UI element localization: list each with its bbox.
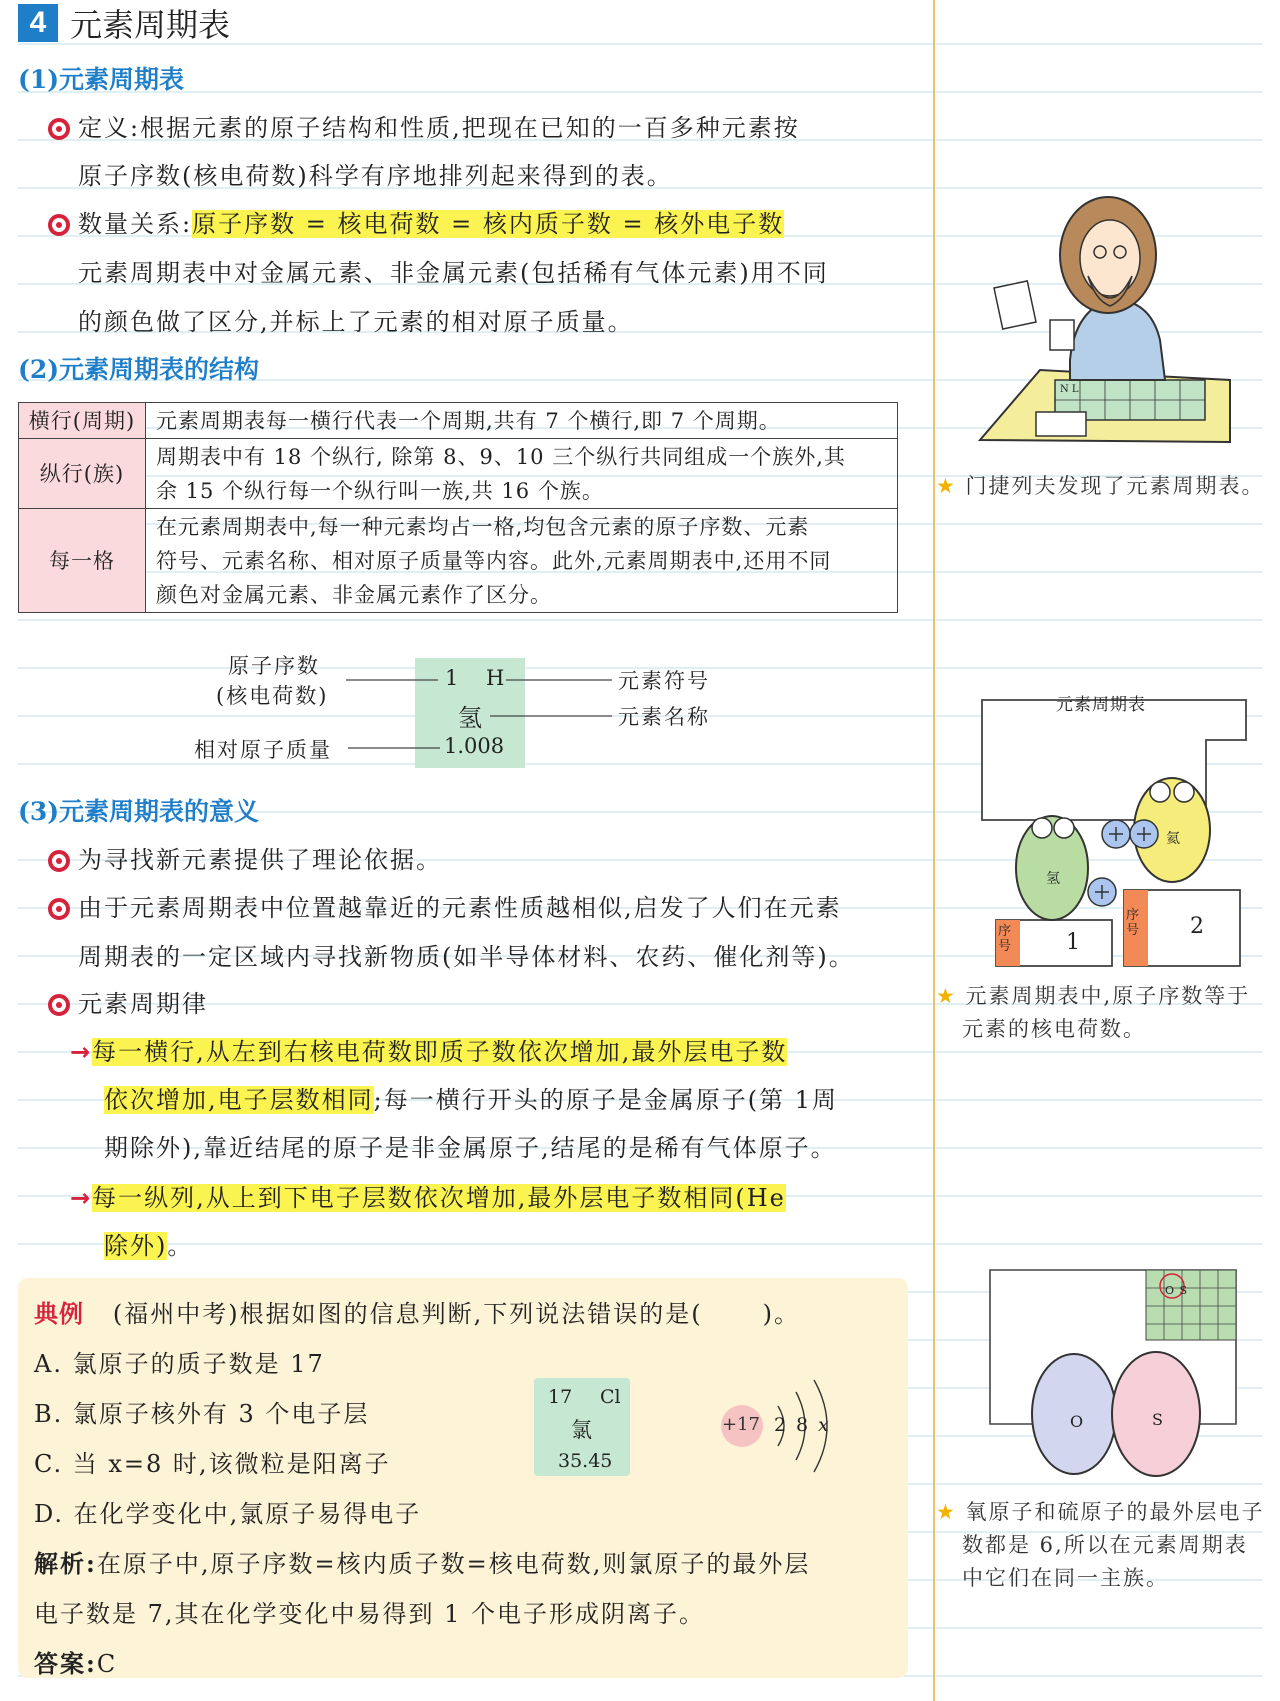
section-number-badge: 4 — [18, 4, 58, 42]
periodic-law-heading: 元素周期律 — [78, 990, 208, 1018]
section-3-title: (3)元素周期表的意义 — [18, 797, 260, 826]
page-title: 元素周期表 — [70, 7, 231, 43]
box-1-tag: 序号 — [998, 924, 1012, 954]
significance-2-line-2: 周期表的一定区域内寻找新物质(如半导体材料、农药、催化剂等)。 — [78, 943, 855, 971]
law-2-line-1: →每一纵列,从上到下电子层数依次增加,最外层电子数相同(He — [70, 1184, 786, 1212]
tile-mass: 35.45 — [558, 1450, 613, 1472]
tile-atomic-number: 1 — [445, 666, 459, 690]
label-nuclear-charge: (核电荷数) — [216, 684, 329, 708]
relation-line-3: 的颜色做了区分,并标上了元素的相对原子质量。 — [78, 308, 634, 336]
bullet-icon — [48, 898, 70, 920]
box-2-number: 2 — [1190, 914, 1204, 939]
caption-1: ★ 门捷列夫发现了元素周期表。 — [936, 474, 1265, 498]
law-1-line-2: 依次增加,电子层数相同;每一横行开头的原子是金属原子(第 1周 — [104, 1086, 838, 1114]
table-head-cell: 纵行(族) — [19, 439, 146, 509]
arrow-icon: → — [70, 1184, 93, 1212]
caption-3-line-1: ★ 氧原子和硫原子的最外层电子 — [936, 1500, 1265, 1524]
board-title: 元素周期表 — [1056, 695, 1146, 715]
law-2-line-2: 除外)。 — [104, 1232, 194, 1260]
box-2-tag: 序号 — [1126, 908, 1140, 938]
option-d: D. 在化学变化中,氯原子易得电子 — [34, 1500, 422, 1528]
char-o-label: O — [1070, 1412, 1084, 1431]
illustration-mendeleev — [960, 180, 1250, 460]
analysis-line-1: 解析:在原子中,原子序数=核内质子数=核电荷数,则氯原子的最外层 — [34, 1549, 811, 1578]
caption-3-line-2: 数都是 6,所以在元素周期表 — [962, 1533, 1248, 1557]
section-1-title: (1)元素周期表 — [18, 65, 185, 94]
star-icon: ★ — [936, 984, 957, 1008]
illustration-h-he — [976, 680, 1252, 970]
law-1-line-3: 期除外),靠近结尾的原子是非金属原子,结尾的是稀有气体原子。 — [104, 1134, 837, 1162]
star-icon: ★ — [936, 474, 957, 498]
definition-line-1: 定义:根据元素的原子结构和性质,把现在已知的一百多种元素按 — [78, 114, 800, 142]
star-icon: ★ — [936, 1500, 957, 1524]
relation-highlight: 原子序数 = 核电荷数 = 核内质子数 = 核外电子数 — [192, 210, 785, 238]
tile-symbol: Cl — [600, 1386, 621, 1408]
definition-line-2: 原子序数(核电荷数)科学有序地排列起来得到的表。 — [78, 162, 673, 190]
significance-2-line-1: 由于元素周期表中位置越靠近的元素性质越相似,启发了人们在元素 — [78, 894, 842, 922]
char-s-label: S — [1152, 1410, 1163, 1429]
char-h-label: 氢 — [1046, 871, 1060, 887]
table-cell-label: O S — [1165, 1284, 1189, 1297]
example-tag: 典例 — [34, 1299, 84, 1328]
tile-atomic-number: 17 — [548, 1386, 573, 1408]
section-2-title: (2)元素周期表的结构 — [18, 355, 260, 384]
arrow-icon: → — [70, 1038, 93, 1066]
caption-2-line-2: 元素的核电荷数。 — [962, 1017, 1146, 1041]
nucleus-charge: +17 — [722, 1414, 760, 1435]
tile-name: 氢 — [458, 704, 482, 732]
table-cell: 元素周期表每一横行代表一个周期,共有 7 个横行,即 7 个周期。 — [146, 403, 898, 439]
bullet-icon — [48, 994, 70, 1016]
tile-mass: 1.008 — [444, 734, 505, 758]
relation-line-2: 元素周期表中对金属元素、非金属元素(包括稀有气体元素)用不同 — [78, 259, 829, 287]
table-cell: 在元素周期表中,每一种元素均占一格,均包含元素的原子序数、元素 符号、元素名称、相对原子质量等内容。此外,元素周期表中,还用不同 颜色对金属元素、非金属元素作了区分。 — [146, 509, 898, 613]
table-cell: 周期表中有 18 个纵行, 除第 8、9、10 三个纵行共同组成一个族外,其 余 15 个纵行每一个纵行叫一族,共 16 个族。 — [146, 439, 898, 509]
char-he-label: 氦 — [1166, 831, 1180, 847]
table-head-cell: 横行(周期) — [19, 403, 146, 439]
shell-1-electrons: 2 — [774, 1414, 787, 1436]
option-a: A. 氯原子的质子数是 17 — [34, 1350, 325, 1378]
illustration-card-label: N L — [1060, 384, 1079, 395]
option-b: B. 氯原子核外有 3 个电子层 — [34, 1400, 370, 1428]
box-1-number: 1 — [1066, 930, 1080, 955]
label-element-symbol: 元素符号 — [618, 669, 710, 693]
option-c: C. 当 x=8 时,该微粒是阳离子 — [34, 1450, 391, 1478]
shell-3-electrons: x — [818, 1414, 829, 1436]
relation-line-1: 数量关系:原子序数 = 核电荷数 = 核内质子数 = 核外电子数 — [78, 210, 785, 238]
illustration-o-s — [986, 1264, 1246, 1484]
significance-1: 为寻找新元素提供了理论依据。 — [78, 846, 442, 874]
example-question: 典例 (福州中考)根据如图的信息判断,下列说法错误的是( )。 — [34, 1299, 800, 1328]
label-atomic-number: 原子序数 — [228, 654, 320, 678]
label-atomic-mass: 相对原子质量 — [194, 738, 332, 762]
tile-connector-lines — [0, 0, 940, 800]
analysis-line-2: 电子数是 7,其在化学变化中易得到 1 个电子形成阴离子。 — [34, 1600, 706, 1628]
caption-3-line-3: 中它们在同一主族。 — [962, 1566, 1169, 1590]
tile-symbol: H — [486, 666, 505, 690]
label-element-name: 元素名称 — [618, 705, 710, 729]
law-1-line-1: →每一横行,从左到右核电荷数即质子数依次增加,最外层电子数 — [70, 1038, 788, 1066]
answer-line: 答案:C — [34, 1649, 118, 1678]
shell-2-electrons: 8 — [796, 1414, 809, 1436]
table-head-cell: 每一格 — [19, 509, 146, 613]
bullet-icon — [48, 850, 70, 872]
caption-2-line-1: ★ 元素周期表中,原子序数等于 — [936, 984, 1251, 1008]
tile-name: 氯 — [571, 1418, 592, 1442]
